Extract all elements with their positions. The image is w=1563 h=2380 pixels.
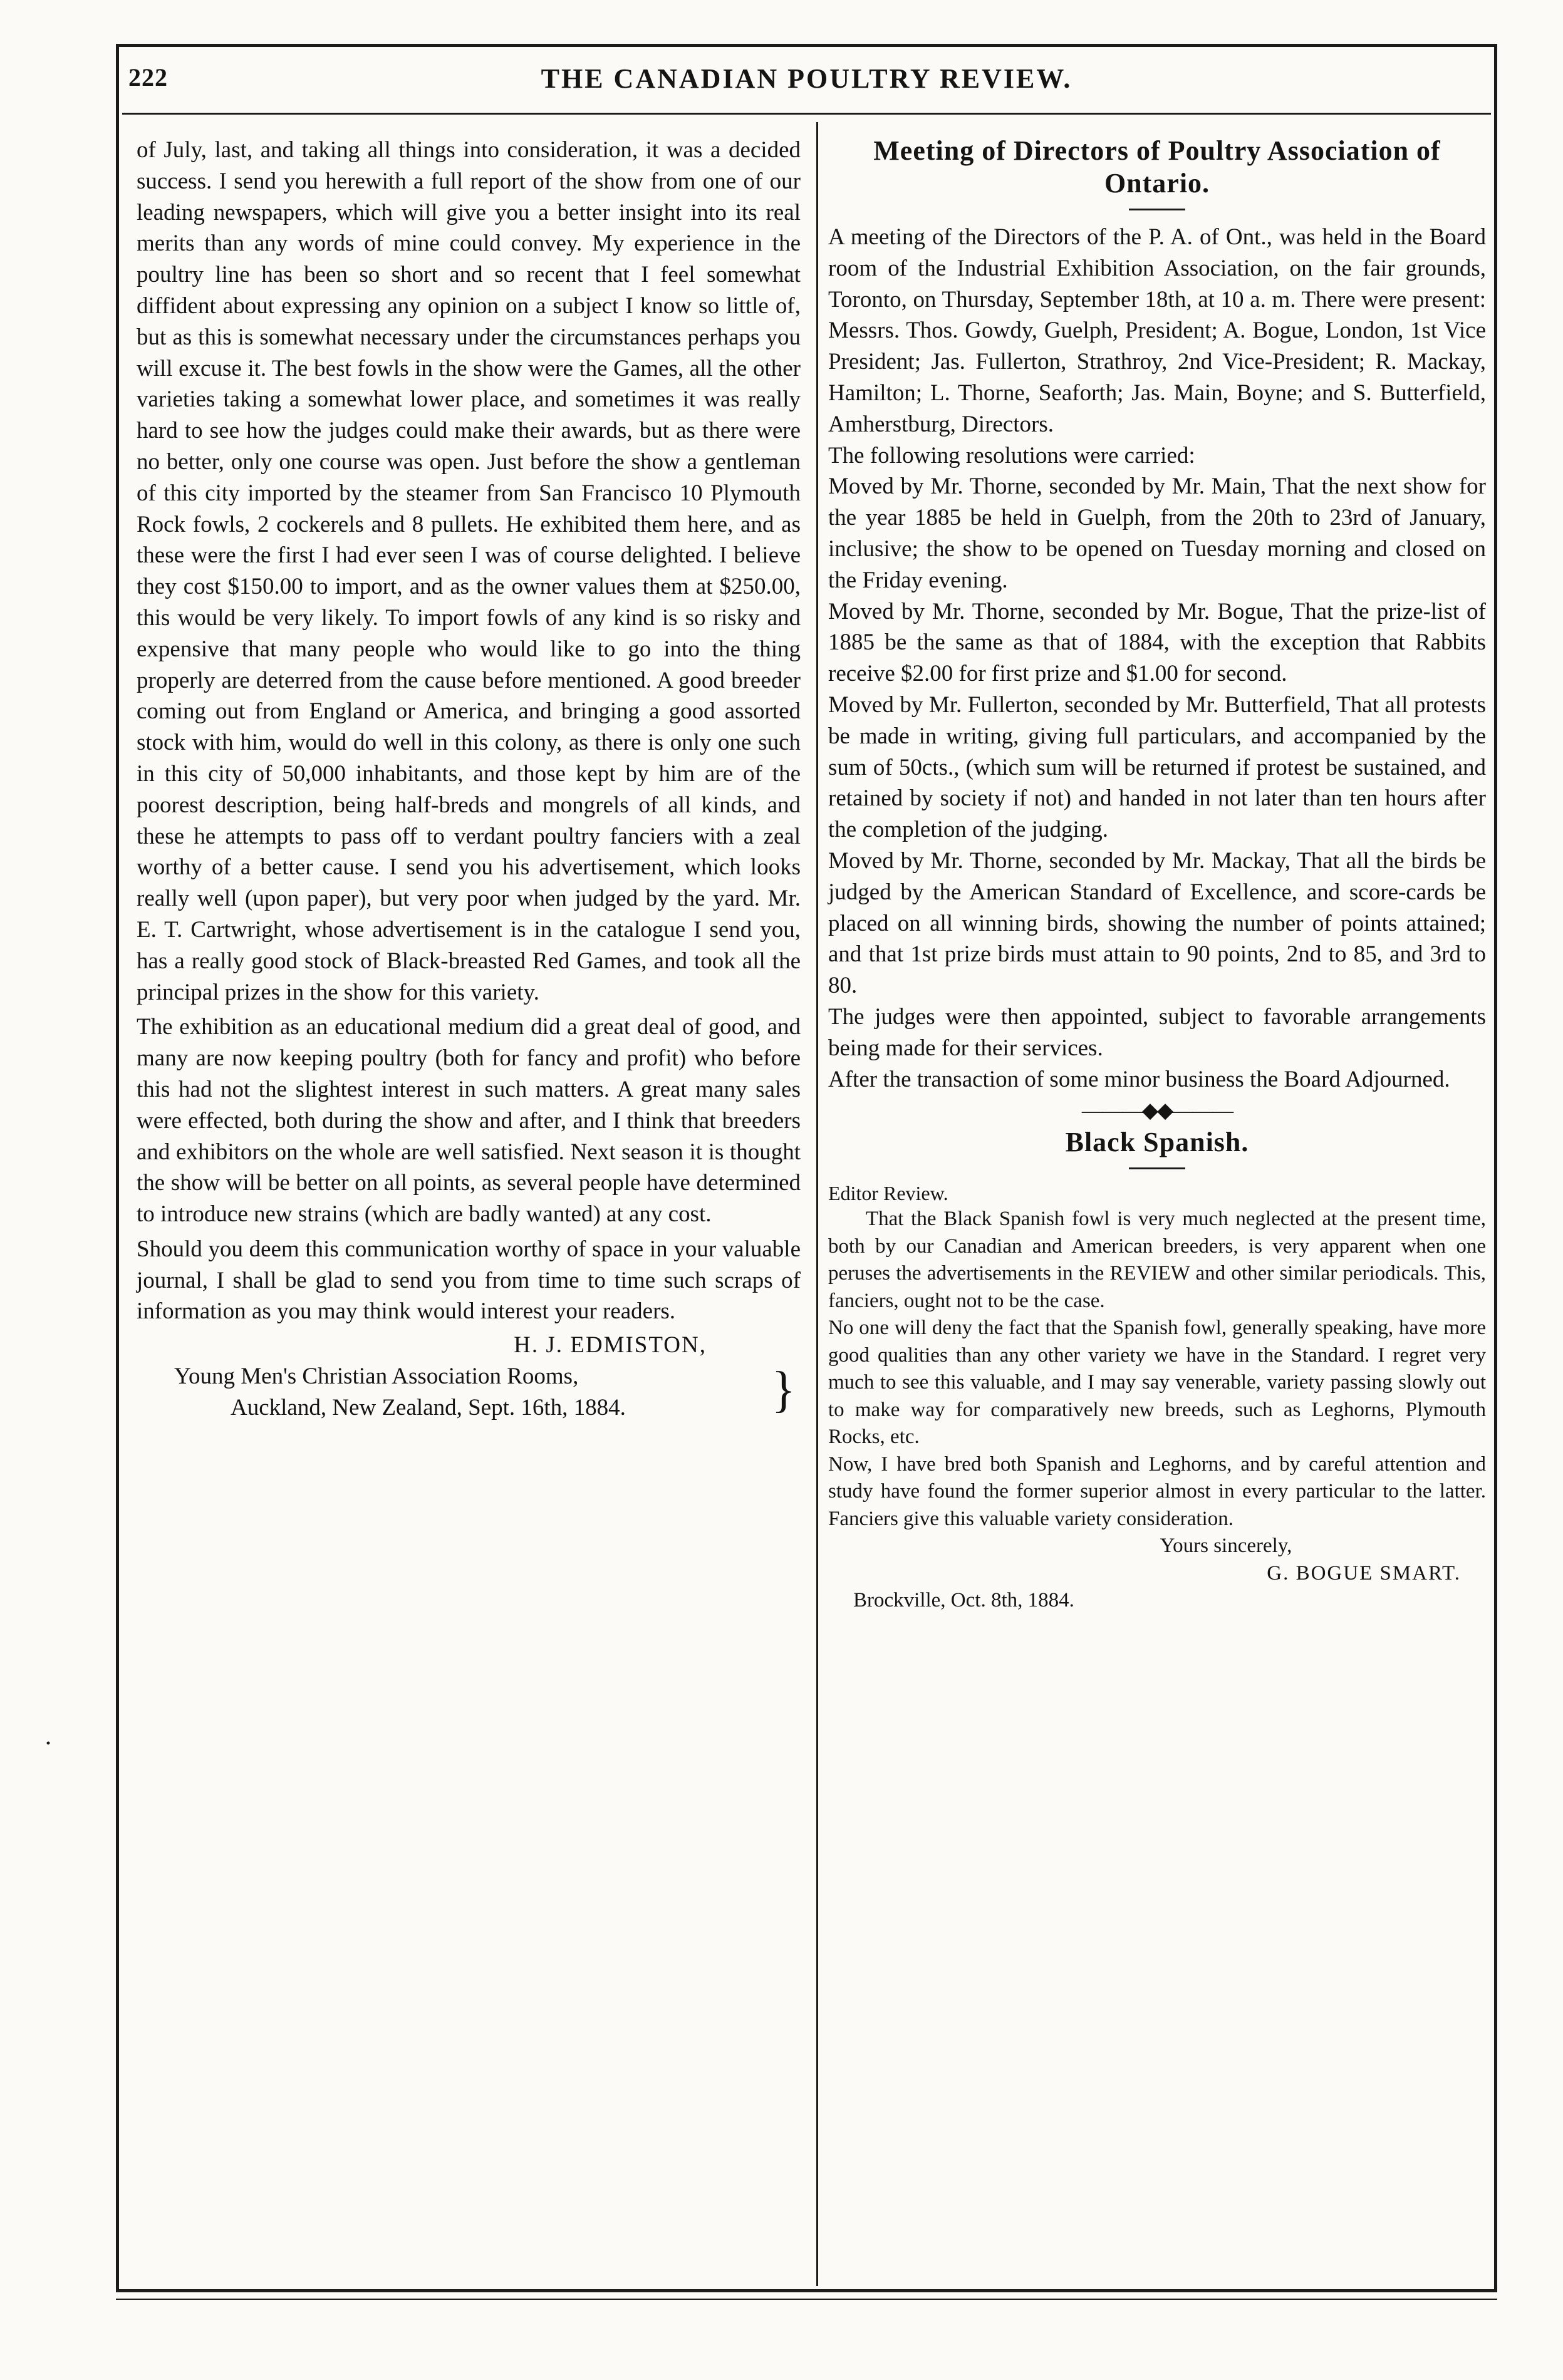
meeting-paragraph-5: Moved by Mr. Fullerton, seconded by Mr. Butterfield, That all protests be made in writing, giving full particulars, and accompanied by the sum of 50cts., (which sum will be returned if protest be sustained, and retained by society if not) and handed in not later than ten hours after the completion of the judging. bbox=[828, 691, 1486, 843]
address-line-1: Young Men's Christian Association Rooms, bbox=[174, 1363, 579, 1390]
bottom-border-rule bbox=[116, 2289, 1497, 2292]
bottom-thin-rule bbox=[116, 2299, 1497, 2300]
spanish-paragraph-2: No one will deny the fact that the Spanish fowl, generally speaking, have more good qualities than any other variety we have in the Standard. I regret very much to see this valuable, and I may say venerable, variety passing slowly out to make way for comparatively new breeds, such as Leghorns, Plymouth Rocks, etc. bbox=[828, 1317, 1486, 1449]
meeting-title: Meeting of Directors of Poultry Association of Ontario. bbox=[873, 135, 1441, 199]
spanish-paragraph-1: That the Black Spanish fowl is very much neglected at the present time, both by our Canadian and American breeders, is very apparent when one peruses the advertisements in the REVIEW and other similar periodicals. This, fanciers, ought not to be the case. bbox=[828, 1208, 1486, 1312]
letter-address bbox=[137, 1361, 801, 1424]
meeting-paragraph-1: A meeting of the Directors of the P. A. of Ont., was held in the Board room of the Industrial Exhibition Association, on the fair grounds, Toronto, on Thursday, September 18th, at 10 a. m. There were present: Messrs. Thos. Gowdy, Guelph, President; A. Bogue, London, 1st Vice President; Jas. Fullerton, Strathroy, 2nd Vice-President; R. Mackay, Hamilton; L. Thorne, Seaforth; Jas. Main, Boyne; and S. Butterfield, Amherstburg, Directors. bbox=[828, 224, 1486, 437]
section-ornament: ———◆◆——— bbox=[1081, 1099, 1233, 1123]
letter-paragraph-3: Should you deem this communication worthy of space in your valuable journal, I shall be glad to send you from time to time such scraps of information as you may think would interest your readers. bbox=[137, 1236, 801, 1325]
page-header bbox=[122, 63, 1491, 119]
column-divider bbox=[816, 122, 818, 2286]
spanish-paragraph-3: Now, I have bred both Spanish and Leghorns, and by careful attention and study have found the former superior almost in every particular to the latter. Fanciers give this valuable variety consideration. bbox=[828, 1452, 1486, 1530]
meeting-paragraph-6: Moved by Mr. Thorne, seconded by Mr. Mackay, That all the birds be judged by the American Standard of Excellence, and score-cards be placed on all winning birds, showing the number of points attained; and that 1st prize birds must attain to 90 points, 2nd to 85, and 3rd to 80. bbox=[828, 847, 1486, 999]
right-column bbox=[828, 135, 1486, 1615]
editor-salutation: Editor Review. bbox=[828, 1182, 948, 1205]
right-border-rule bbox=[1494, 44, 1497, 2292]
page-number: 222 bbox=[128, 63, 168, 91]
brace-glyph: } bbox=[771, 1362, 796, 1418]
ink-speck: · bbox=[44, 1729, 53, 1758]
letter-signature: H. J. EDMISTON, bbox=[514, 1332, 707, 1358]
running-title: THE CANADIAN POULTRY REVIEW. bbox=[541, 63, 1072, 94]
spanish-signature: G. BOGUE SMART. bbox=[1267, 1561, 1461, 1585]
address-line-2: Auckland, New Zealand, Sept. 16th, 1884. bbox=[231, 1394, 626, 1420]
meeting-paragraph-2: The following resolutions were carried: bbox=[828, 442, 1195, 468]
meeting-paragraph-7: The judges were then appointed, subject to favorable arrangements being made for their services. bbox=[828, 1003, 1486, 1061]
letter-paragraph-1: of July, last, and taking all things into consideration, it was a decided success. I send you herewith a full report of the show from one of our leading newspapers, which will give you a better insight into its real merits than any words of mine could convey. My experience in the poultry line has been so short and so recent that I feel somewhat diffident about expressing any opinion on a subject I know so little of, but as this is somewhat necessary under the circumstances perhaps you will excuse it. The best fowls in the show were the Games, all the other varieties taking a somewhat lower place, and sometimes it was really hard to see how the judges could make their awards, but as there were no better, only one course was open. Just before the show a gentleman of this city imported by the steamer from San Francisco 10 Plymouth Rock fowls, 2 cockerels and 8 pullets. He exhibited them here, and as these were the first I had ever seen I was of course delighted. I believe they cost $150.00 to import, and as the owner values them at $250.00, this would be very likely. To import fowls of any kind is so risky and expensive that many people who would like to go into the thing properly are deterred from the cause before mentioned. A good breeder coming out from England or America, and bringing a good assorted stock with him, would do well in this colony, as there is only one such in this city of 50,000 inhabitants, and those kept by him are of the poorest description, being half-breds and mongrels of all kinds, and these he attempts to pass off to verdant poultry fanciers with a zeal worthy of a better cause. I send you his advertisement, which looks really well (upon paper), but very poor when judged by the yard. Mr. E. T. Cartwright, whose advertisement is in the catalogue I send you, has a really good stock of Black-breasted Red Games, and took all the principal prizes in the show for this variety. bbox=[137, 137, 801, 1005]
top-border-rule bbox=[116, 44, 1497, 47]
letter-paragraph-2: The exhibition as an educational medium did a great deal of good, and many are now keeping poultry (both for fancy and profit) who before this had not the slightest interest in such matters. A great many sales were effected, both during the show and after, and I think that breeders and exhibitors on the whole are well satisfied. Next season it is thought the show will be better on all points, as several people have determined to introduce new strains (which are badly wanted) at any cost. bbox=[137, 1014, 801, 1228]
place-date: Brockville, Oct. 8th, 1884. bbox=[853, 1589, 1074, 1612]
left-column bbox=[137, 135, 801, 1424]
black-spanish-title: Black Spanish. bbox=[1065, 1127, 1249, 1158]
closing-line: Yours sincerely, bbox=[1160, 1534, 1292, 1558]
meeting-paragraph-3: Moved by Mr. Thorne, seconded by Mr. Main, That the next show for the year 1885 be held in Guelph, from the 20th to 23rd of January, inclusive; the show to be opened on Tuesday morning and closed on the Friday evening. bbox=[828, 473, 1486, 593]
header-rule bbox=[122, 113, 1491, 115]
title-rule bbox=[1129, 209, 1185, 210]
black-spanish-rule bbox=[1129, 1167, 1185, 1169]
meeting-paragraph-4: Moved by Mr. Thorne, seconded by Mr. Bogue, That the prize-list of 1885 be the same as that of 1884, with the exception that Rabbits receive $2.00 for first prize and $1.00 for second. bbox=[828, 598, 1486, 687]
meeting-paragraph-8: After the transaction of some minor business the Board Adjourned. bbox=[828, 1066, 1450, 1092]
left-border-rule bbox=[116, 44, 119, 2292]
